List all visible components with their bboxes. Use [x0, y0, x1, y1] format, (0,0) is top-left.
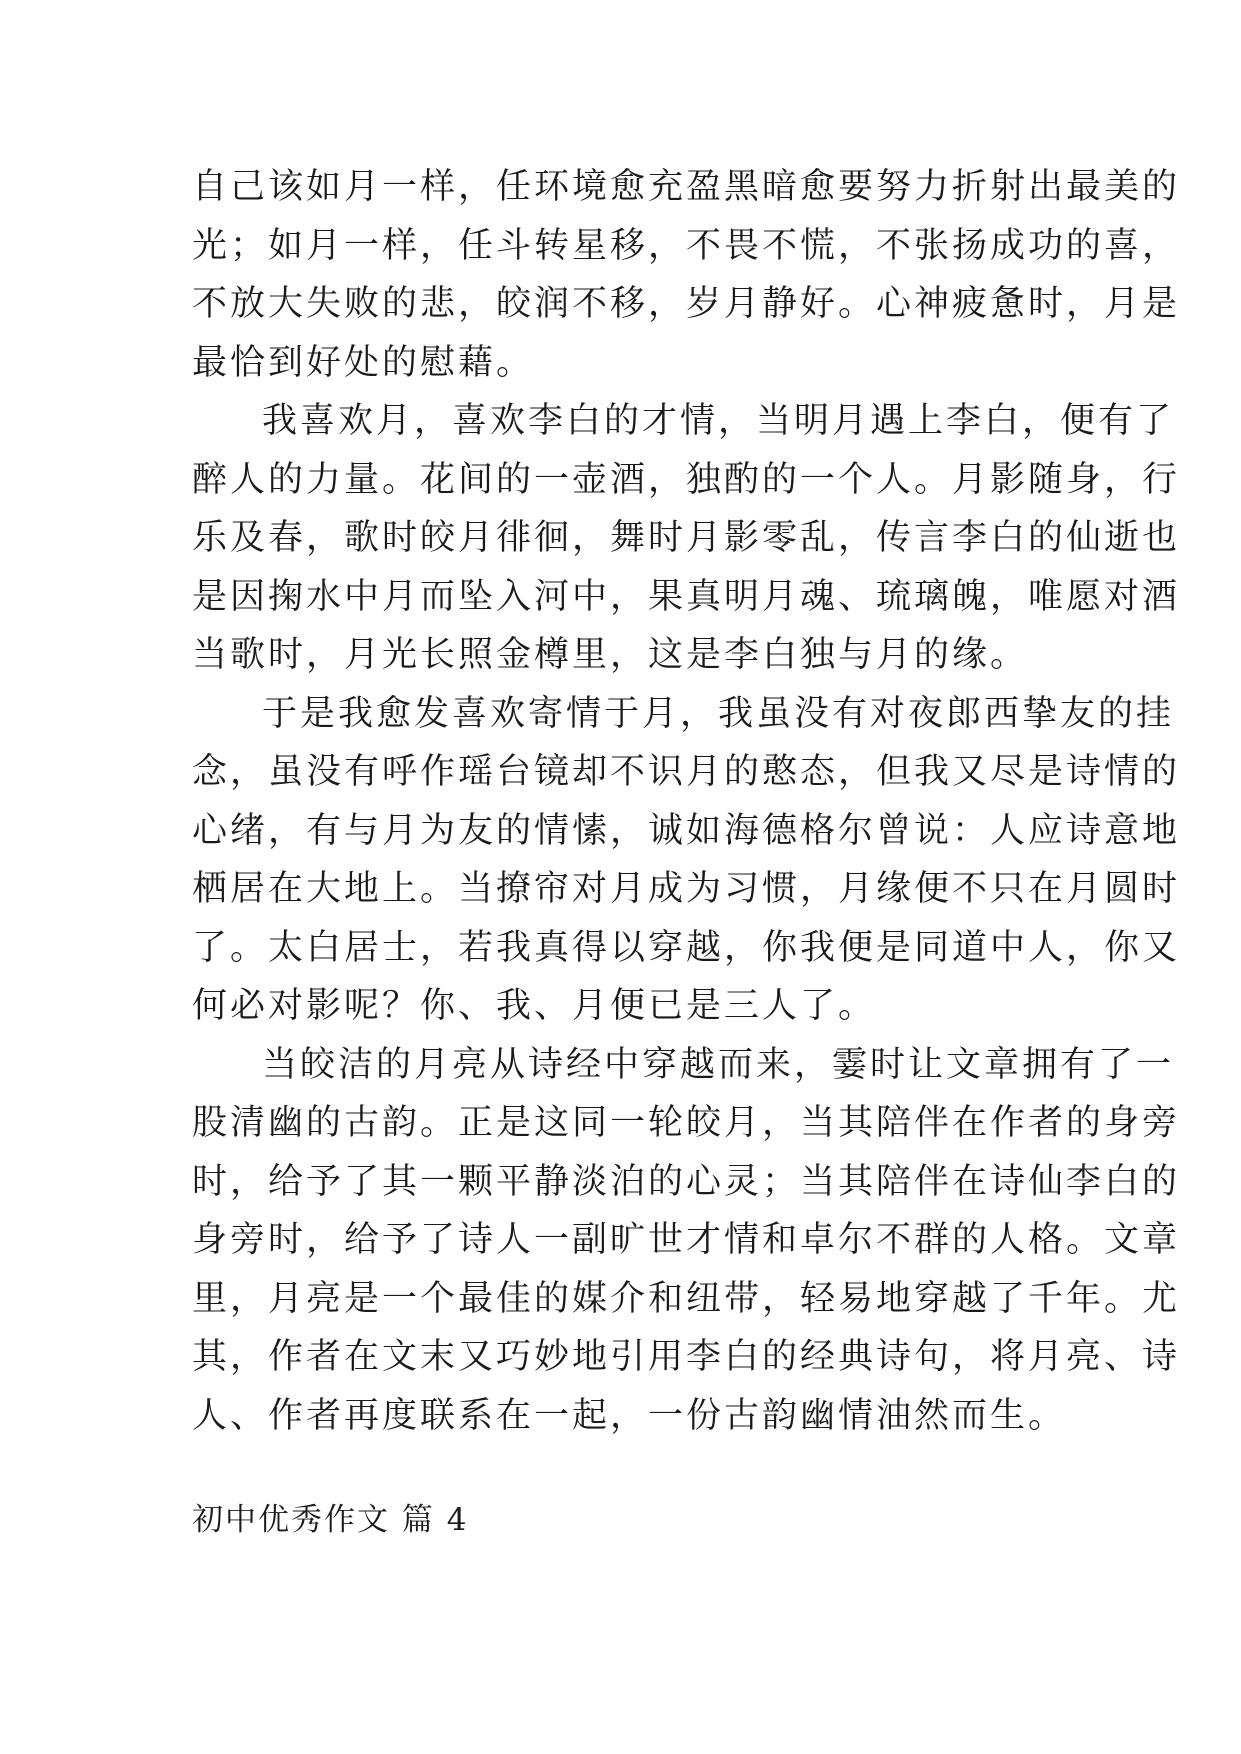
paragraph-1 [192, 158, 1181, 392]
section-heading: 初中优秀作文 篇 4 [192, 1502, 469, 1538]
text-line: 最恰到好处的慰藉。 [192, 342, 535, 383]
text-line: 光；如月一样，任斗转星移，不畏不慌，不张扬成功的喜， [192, 225, 1181, 266]
text-line: 其，作者在文末又巧妙地引用李白的经典诗句，将月亮、诗 [192, 1337, 1181, 1377]
text-line: 时，给予了其一颗平静淡泊的心灵；当其陪伴在诗仙李白的 [192, 1161, 1181, 1202]
text-line: 自己该如月一样，任环境愈充盈黑暗愈要努力折射出最美的 [192, 167, 1181, 207]
text-line: 乐及春，歌时皎月徘徊，舞时月影零乱，传言李白的仙逝也 [192, 518, 1181, 558]
text-line: 身旁时，给予了诗人一副旷世才情和卓尔不群的人格。文章 [192, 1220, 1181, 1260]
text-line: 念，虽没有呼作瑶台镜却不识月的憨态，但我又尽是诗情的 [192, 752, 1181, 792]
text-line: 不放大失败的悲，皎润不移，岁月静好。心神疲惫时，月是 [192, 284, 1181, 324]
text-line: 心绪，有与月为友的情愫，诚如海德格尔曾说：人应诗意地 [192, 810, 1181, 851]
paragraph-3 [192, 685, 1181, 1036]
text-line: 我喜欢月，喜欢李白的才情，当明月遇上李白，便有了 [262, 401, 1175, 441]
text-line: 当歌时，月光长照金樽里，这是李白独与月的缘。 [192, 635, 1029, 675]
text-line: 何必对影呢？你、我、月便已是三人了。 [192, 986, 877, 1026]
paragraph-2 [192, 392, 1181, 685]
text-line: 于是我愈发喜欢寄情于月，我虽没有对夜郎西挚友的挂 [262, 693, 1175, 734]
text-line: 当皎洁的月亮从诗经中穿越而来，霎时让文章拥有了一 [262, 1044, 1175, 1085]
essay-body [192, 158, 1181, 1445]
text-line: 里，月亮是一个最佳的媒介和纽带，轻易地穿越了千年。尤 [192, 1278, 1181, 1319]
text-line: 醉人的力量。花间的一壶酒，独酌的一个人。月影随身，行 [192, 459, 1181, 500]
text-line: 是因掬水中月而坠入河中，果真明月魂、琉璃魄，唯愿对酒 [192, 576, 1181, 617]
text-line: 股清幽的古韵。正是这同一轮皎月，当其陪伴在作者的身旁 [192, 1103, 1181, 1143]
text-line: 了。太白居士，若我真得以穿越，你我便是同道中人，你又 [192, 927, 1181, 968]
paragraph-4 [192, 1036, 1181, 1446]
text-line: 人、作者再度联系在一起，一份古韵幽情油然而生。 [192, 1395, 1067, 1436]
text-line: 栖居在大地上。当撩帘对月成为习惯，月缘便不只在月圆时 [192, 869, 1181, 909]
